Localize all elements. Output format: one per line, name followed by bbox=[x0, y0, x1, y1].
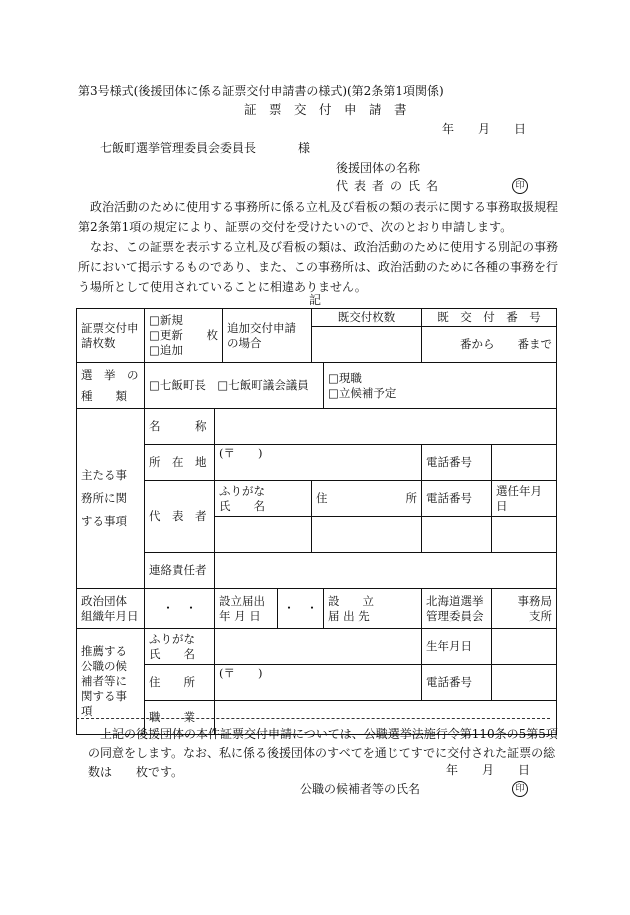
seal-icon: 印 bbox=[512, 177, 528, 194]
office-location-label: 所 在 地 bbox=[145, 445, 215, 481]
issued-number-field[interactable]: 番から 番まで bbox=[422, 327, 557, 363]
issued-count-header: 既交付枚数 bbox=[312, 309, 422, 327]
rep-phone-label: 電話番号 bbox=[422, 481, 492, 517]
consent-text: 上記の後援団体の本件証票交付申請については、公職選挙法施行令第110条の5第5項の同意をします。なお、私に係る後援団体のすべてを通じてすでに交付された証票の総数は 枚です。 bbox=[88, 727, 558, 779]
rec-name-field[interactable] bbox=[215, 629, 422, 665]
paragraph-2: なお、この証票を表示する立札及び看板の類は、政治活動のために使用する別記の事務所において掲示するものであり、また、この事務所は、政治活動のために各種の事務を行う場所として使用されていることに相違ありません。 bbox=[78, 240, 559, 294]
rec-phone-field[interactable] bbox=[492, 665, 557, 701]
filing-dest-value: 北海道選挙 管理委員会 bbox=[422, 589, 492, 629]
rec-furigana-label: ふりがな 氏 名 bbox=[145, 629, 215, 665]
type-options bbox=[145, 309, 223, 363]
candidate-seal-icon: 印 bbox=[512, 780, 528, 797]
rep-term-date-label: 選任年月日 bbox=[492, 481, 557, 517]
rep-address-label: 住 所 bbox=[312, 481, 422, 517]
form-label: 第3号様式(後援団体に係る証票交付申請書の様式)(第2条第1項関係) bbox=[78, 84, 444, 98]
filing-date-field[interactable]: ・ ・ bbox=[278, 589, 324, 629]
birth-date-label: 生年月日 bbox=[422, 629, 492, 665]
filing-date-label: 設立届出 年 月 日 bbox=[215, 589, 278, 629]
paragraph-1: 政治活動のために使用する事務所に係る立札及び看板の類の表示に関する事務取扱規程第2条第1項の規定により、証票の交付を受けたいので、次のとおり申請します。 bbox=[78, 200, 559, 234]
office-phone-field[interactable] bbox=[492, 445, 557, 481]
filing-dest-label: 設 立 届 出 先 bbox=[324, 589, 422, 629]
application-table bbox=[76, 308, 557, 735]
option-new[interactable]: □新規 bbox=[149, 313, 183, 327]
option-add[interactable]: □追加 bbox=[149, 343, 183, 357]
rep-address-field[interactable] bbox=[312, 517, 422, 553]
rep-name-field[interactable] bbox=[215, 517, 312, 553]
occupation-label: 職 業 bbox=[145, 701, 215, 735]
issued-count-field[interactable] bbox=[312, 327, 422, 363]
rep-phone-field[interactable] bbox=[422, 517, 492, 553]
status-options[interactable]: □現職 □立候補予定 bbox=[324, 363, 557, 409]
rec-address-field[interactable]: (〒 ) bbox=[215, 665, 422, 701]
rec-address-label: 住 所 bbox=[145, 665, 215, 701]
contact-label: 連絡責任者 bbox=[145, 553, 215, 589]
honorific: 様 bbox=[298, 141, 311, 155]
issued-number-header: 既 交 付 番 号 bbox=[422, 309, 557, 327]
rep-furigana-label: ふりがな 氏 名 bbox=[215, 481, 312, 517]
option-renew[interactable]: □更新 枚 bbox=[149, 328, 218, 342]
birth-date-field[interactable] bbox=[492, 629, 557, 665]
addressee: 七飯町選挙管理委員会委員長 bbox=[100, 141, 257, 155]
application-date: 年 月 日 bbox=[442, 122, 527, 136]
candidate-name-label: 公職の候補者等の氏名 bbox=[300, 782, 421, 796]
election-options[interactable]: □七飯町長 □七飯町議会議員 bbox=[145, 363, 324, 409]
election-type-label: 選 挙 の 種 類 bbox=[77, 363, 145, 409]
consent-date: 年 月 日 bbox=[446, 763, 531, 777]
office-location-field[interactable]: (〒 ) bbox=[215, 445, 422, 481]
office-phone-label: 電話番号 bbox=[422, 445, 492, 481]
filing-office-value: 事務局 支所 bbox=[492, 589, 557, 629]
rec-phone-label: 電話番号 bbox=[422, 665, 492, 701]
cut-line bbox=[76, 718, 550, 719]
page-title: 証 票 交 付 申 請 書 bbox=[244, 102, 407, 117]
office-name-field[interactable] bbox=[215, 409, 557, 445]
office-name-label: 名 称 bbox=[145, 409, 215, 445]
contact-field[interactable] bbox=[215, 553, 557, 589]
org-name-label: 後援団体の名称 bbox=[336, 161, 421, 175]
rep-term-date-field[interactable] bbox=[492, 517, 557, 553]
additional-case-label: 追加交付申請の場合 bbox=[223, 309, 312, 363]
count-label: 証票交付申請枚数 bbox=[77, 309, 145, 363]
ki-label: 記 bbox=[309, 293, 322, 307]
main-office-label: 主たる事 務所に関 する事項 bbox=[77, 409, 145, 589]
org-date-label: 政治団体 組織年月日 bbox=[77, 589, 145, 629]
representative-label: 代 表 者 bbox=[145, 481, 215, 553]
org-date-field[interactable]: ・ ・ bbox=[145, 589, 215, 629]
recommendation-label: 推薦する 公職の候 補者等に 関する事 項 bbox=[77, 629, 145, 735]
rep-name-label: 代表者の氏名 bbox=[336, 179, 445, 193]
